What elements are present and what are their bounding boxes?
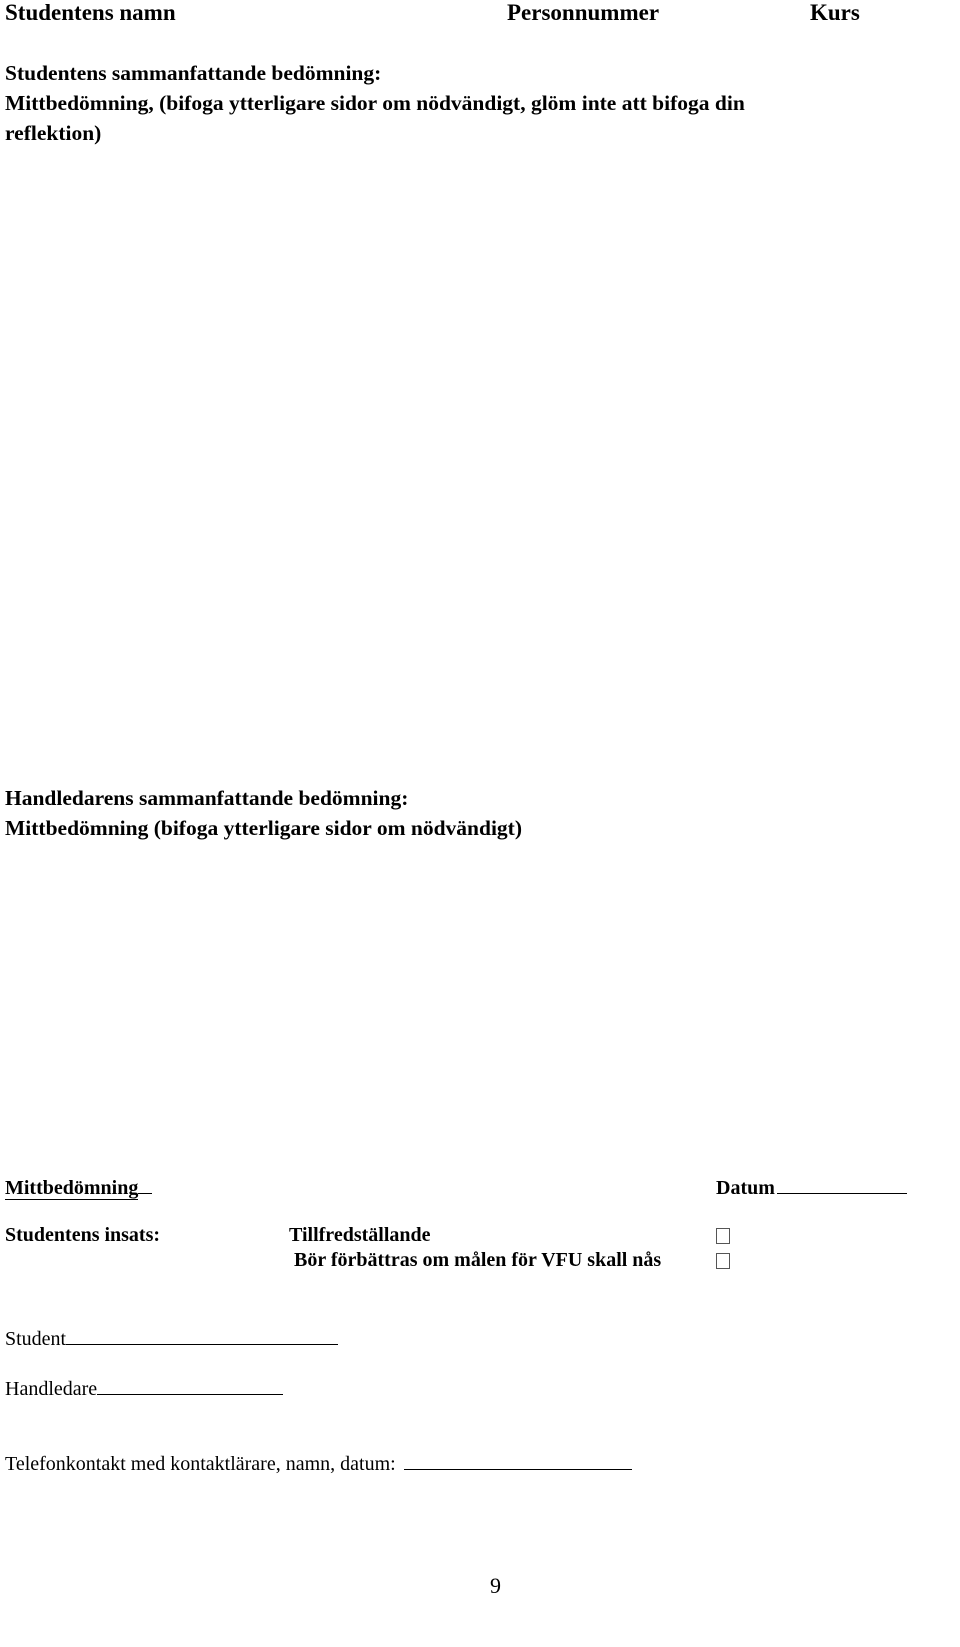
mid-assessment-label: Mittbedömning [5, 1177, 139, 1199]
student-signature-field [5, 1324, 338, 1351]
student-signature-label: Student [5, 1328, 67, 1350]
student-signature-line[interactable] [66, 1324, 338, 1345]
phone-contact-label: Telefonkontakt med kontaktlärare, namn, datum: [5, 1453, 396, 1475]
student-summary-title: Studentens sammanfattande bedömning: [5, 61, 382, 85]
option-improve-label: Bör förbättras om målen för VFU skall nås [294, 1249, 662, 1271]
supervisor-signature-field [5, 1374, 283, 1401]
mid-assessment-field [5, 1173, 152, 1200]
course-label: Kurs [810, 0, 860, 25]
student-summary-writing-area[interactable] [0, 160, 920, 770]
supervisor-summary-instructions: Mittbedömning (bifoga ytterligare sidor om nödvändigt) [5, 816, 522, 840]
date-field [716, 1173, 907, 1200]
date-line[interactable] [777, 1173, 907, 1194]
option-satisfactory-label: Tillfredställande [289, 1224, 431, 1246]
student-summary-instructions: Mittbedömning, (bifoga ytterligare sidor om nödvändigt, glöm inte att bifoga din [5, 91, 745, 115]
supervisor-summary-writing-area[interactable] [0, 855, 920, 1155]
satisfactory-checkbox[interactable] [716, 1228, 730, 1244]
supervisor-summary-title: Handledarens sammanfattande bedömning: [5, 786, 409, 810]
mid-assessment-line[interactable] [138, 1173, 152, 1194]
phone-contact-field [5, 1449, 632, 1476]
page-number: 9 [490, 1573, 501, 1598]
student-name-label: Studentens namn [5, 0, 176, 25]
improve-checkbox[interactable] [716, 1253, 730, 1269]
supervisor-signature-line[interactable] [97, 1374, 283, 1395]
personal-id-label: Personnummer [507, 0, 660, 25]
phone-contact-line[interactable] [404, 1449, 632, 1470]
date-label: Datum [716, 1177, 775, 1199]
student-effort-label: Studentens insats: [5, 1224, 161, 1246]
student-summary-instructions-cont: reflektion) [5, 121, 102, 145]
supervisor-signature-label: Handledare [5, 1378, 98, 1400]
